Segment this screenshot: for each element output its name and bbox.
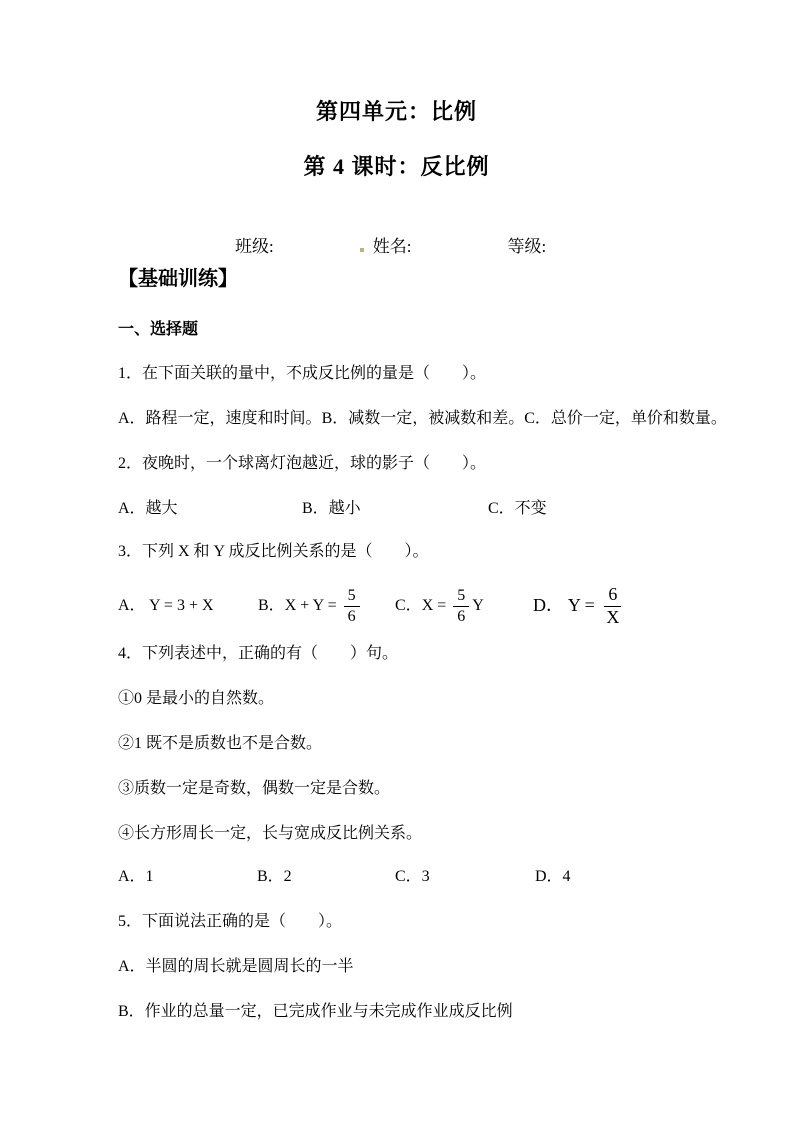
fraction xyxy=(602,585,623,627)
q3-option-a-formula: Y = 3 + X xyxy=(145,596,214,614)
lesson-title: 第 4 课时：反比例 xyxy=(303,154,490,179)
grade-label: 等级: xyxy=(507,237,547,257)
q3-option-d xyxy=(533,578,626,634)
q2-option-b: B．越小 xyxy=(302,500,361,517)
q4-option-d: D．4 xyxy=(535,868,571,885)
question-2-options xyxy=(118,499,793,523)
fraction-denominator: X xyxy=(606,606,620,627)
q4-option-c: C．3 xyxy=(395,868,430,885)
question-1-options xyxy=(118,409,727,430)
q1-option-c: C．总价一定，单价和数量。 xyxy=(524,410,727,427)
question-3-options xyxy=(118,578,793,634)
unit-title: 第四单元：比例 xyxy=(315,99,477,124)
question-4-options xyxy=(118,867,793,891)
fraction-numerator: 5 xyxy=(344,587,360,606)
q3-option-d-formula: Y = xyxy=(564,595,600,616)
q4-option-a: A．1 xyxy=(118,868,154,885)
q3-option-c-label: C． xyxy=(395,596,422,614)
q2-option-c: C．不变 xyxy=(488,500,547,517)
q1-option-b: B．减数一定，被减数和差。 xyxy=(321,410,525,427)
q3-option-b xyxy=(258,578,363,634)
q2-option-a: A．越大 xyxy=(118,500,178,517)
q3-option-b-label: B． xyxy=(258,596,285,614)
section-basic-training: 【基础训练】 xyxy=(118,268,238,290)
q5-option-b: B．作业的总量一定，已完成作业与未完成作业成反比例 xyxy=(118,1003,513,1020)
stray-dot xyxy=(360,248,364,252)
fraction-numerator: 5 xyxy=(453,587,469,606)
q5-option-a: A．半圆的周长就是圆周长的一半 xyxy=(118,958,354,975)
question-5-text: 5．下面说法正确的是（ ）。 xyxy=(118,913,343,930)
fraction xyxy=(344,587,360,625)
q3-option-a xyxy=(118,578,214,634)
q3-option-a-label: A． xyxy=(118,596,146,614)
q4-statement-1: ①0 是最小的自然数。 xyxy=(118,690,275,707)
q1-option-a: A．路程一定，速度和时间。 xyxy=(118,410,322,427)
student-info-row xyxy=(218,214,546,280)
question-3-text: 3．下列 X 和 Y 成反比例关系的是（ ）。 xyxy=(118,543,429,560)
fraction-denominator: 6 xyxy=(347,607,356,625)
class-label: 班级: xyxy=(235,237,274,257)
q4-statement-3: ③质数一定是奇数，偶数一定是合数。 xyxy=(118,780,391,797)
q3-option-d-label: D． xyxy=(533,595,564,616)
q4-statement-2: ②1 既不是质数也不是合数。 xyxy=(118,735,323,752)
q4-option-b: B．2 xyxy=(257,868,292,885)
q4-statement-4: ④长方形周长一定，长与宽成反比例关系。 xyxy=(118,825,423,842)
part-title-choice: 一、选择题 xyxy=(118,321,199,338)
question-1-text: 1．在下面关联的量中，不成反比例的量是（ ）。 xyxy=(118,365,487,382)
question-4-text: 4．下列表述中，正确的有（ ）句。 xyxy=(118,645,399,662)
fraction-numerator: 6 xyxy=(604,585,621,606)
q3-option-c xyxy=(395,578,484,634)
q3-option-c-formula: X = xyxy=(421,596,451,614)
name-label: 姓名: xyxy=(372,237,412,257)
q3-option-b-formula: X + Y = xyxy=(284,596,341,614)
question-2-text: 2．夜晚时，一个球离灯泡越近，球的影子（ ）。 xyxy=(118,455,487,472)
q3-option-c-post: Y xyxy=(472,596,484,614)
fraction xyxy=(453,587,469,625)
fraction-denominator: 6 xyxy=(457,607,466,625)
